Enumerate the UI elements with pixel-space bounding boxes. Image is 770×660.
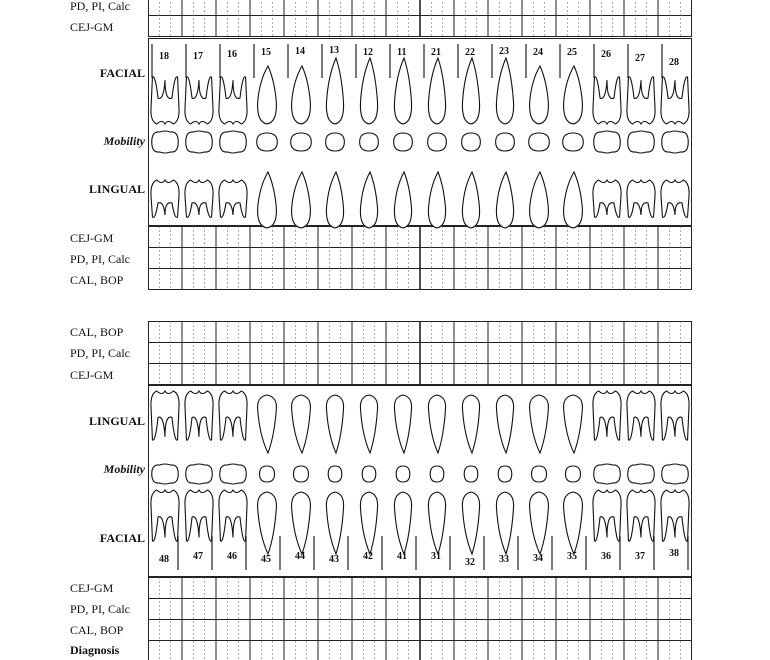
lower-tooth-number-38: 38 — [669, 548, 679, 559]
upper-tooth-number-15: 15 — [261, 47, 271, 58]
lower-tooth-34-lingual — [530, 395, 549, 453]
lower-tooth-number-48: 48 — [159, 554, 169, 565]
lower-row-label-cejgm: CEJ-GM — [70, 368, 114, 382]
lower-tooth-number-35: 35 — [567, 551, 577, 562]
upper-tooth-24-occlusal — [529, 133, 550, 151]
upper-tooth-number-27: 27 — [635, 53, 645, 64]
lower-tooth-number-31: 31 — [431, 551, 441, 562]
upper-tooth-number-25: 25 — [567, 47, 577, 58]
upper-tooth-22-occlusal — [462, 133, 481, 151]
lower-tooth-33-lingual — [496, 395, 513, 453]
upper-tooth-15-occlusal — [257, 133, 278, 151]
lower-row-label-pd-bottom: PD, PI, Calc — [70, 602, 130, 616]
lower-tooth-41-lingual — [394, 395, 411, 453]
upper-tooth-25-occlusal — [563, 133, 584, 151]
lower-tooth-42-lingual — [360, 395, 377, 453]
lower-tooth-46-occlusal — [220, 464, 246, 484]
upper-facial-label: FACIAL — [99, 66, 145, 80]
lower-tooth-48-occlusal — [152, 464, 178, 484]
lower-tooth-46-lingual — [219, 391, 247, 440]
upper-row-label-cejgm: CEJ-GM — [70, 20, 114, 34]
upper-tooth-15-lingual — [258, 172, 277, 228]
upper-tooth-number-13: 13 — [329, 45, 339, 56]
lower-tooth-41-facial — [394, 492, 411, 554]
lower-tooth-number-43: 43 — [329, 554, 339, 565]
lower-tooth-number-34: 34 — [533, 553, 543, 564]
lower-tooth-32-facial — [462, 492, 479, 554]
lower-tooth-47-occlusal — [186, 464, 212, 484]
upper-tooth-23-occlusal — [496, 133, 515, 151]
upper-row-label-pd: PD, PI, Calc — [70, 0, 130, 13]
upper-tooth-23-facial — [496, 58, 513, 124]
lower-tooth-32-lingual — [462, 395, 479, 453]
lower-tooth-33-occlusal — [498, 466, 512, 482]
lower-tooth-48-facial — [151, 490, 179, 541]
upper-tooth-number-16: 16 — [227, 49, 237, 60]
diagnosis-label: Diagnosis — [70, 643, 120, 657]
upper-tooth-14-lingual — [292, 172, 311, 228]
upper-tooth-11-occlusal — [394, 133, 413, 151]
upper-tooth-28-occlusal — [662, 131, 688, 153]
upper-tooth-28-facial — [661, 77, 689, 124]
lower-lingual-label: LINGUAL — [88, 414, 145, 428]
lower-tooth-36-occlusal — [594, 464, 620, 484]
upper-lingual-label: LINGUAL — [88, 182, 145, 196]
upper-tooth-14-occlusal — [291, 133, 312, 151]
lower-row-label-cejgm-bottom: CEJ-GM — [70, 581, 114, 595]
upper-tooth-27-facial — [627, 77, 655, 124]
upper-tooth-17-lingual — [185, 180, 213, 217]
upper-tooth-18-lingual — [151, 180, 179, 217]
lower-tooth-35-occlusal — [566, 466, 581, 482]
lower-tooth-36-lingual — [593, 391, 621, 440]
lower-tooth-31-facial — [428, 492, 445, 554]
upper-tooth-14-facial — [292, 66, 311, 124]
upper-tooth-21-occlusal — [428, 133, 447, 151]
upper-tooth-12-lingual — [360, 172, 377, 228]
upper-tooth-23-lingual — [496, 172, 513, 228]
lower-tooth-34-occlusal — [532, 466, 547, 482]
upper-tooth-24-lingual — [530, 172, 549, 228]
upper-tooth-number-22: 22 — [465, 47, 475, 58]
lower-tooth-43-lingual — [326, 395, 343, 453]
lower-tooth-38-facial — [661, 490, 689, 541]
lower-tooth-45-lingual — [258, 395, 277, 453]
upper-tooth-26-facial — [593, 77, 621, 124]
lower-tooth-35-facial — [564, 492, 583, 554]
upper-tooth-26-occlusal — [594, 131, 620, 153]
lower-tooth-number-32: 32 — [465, 557, 475, 568]
lower-tooth-37-occlusal — [628, 464, 654, 484]
upper-tooth-27-occlusal — [628, 131, 654, 153]
upper-tooth-18-facial — [151, 77, 179, 124]
lower-tooth-47-facial — [185, 490, 213, 541]
upper-tooth-22-facial — [462, 58, 479, 124]
upper-tooth-16-lingual — [219, 180, 247, 217]
lower-tooth-42-facial — [360, 492, 377, 554]
lower-tooth-46-facial — [219, 490, 247, 541]
upper-tooth-17-occlusal — [186, 131, 212, 153]
lower-tooth-38-occlusal — [662, 464, 688, 484]
lower-tooth-41-occlusal — [396, 466, 410, 482]
upper-tooth-number-21: 21 — [431, 47, 441, 58]
lower-tooth-number-45: 45 — [261, 554, 271, 565]
upper-tooth-number-18: 18 — [159, 51, 169, 62]
lower-tooth-31-lingual — [428, 395, 445, 453]
lower-tooth-36-facial — [593, 490, 621, 541]
upper-tooth-number-23: 23 — [499, 46, 509, 57]
lower-tooth-number-42: 42 — [363, 551, 373, 562]
lower-tooth-48-lingual — [151, 391, 179, 440]
upper-tooth-11-facial — [394, 58, 411, 124]
lower-tooth-47-lingual — [185, 391, 213, 440]
lower-row-label-pd: PD, PI, Calc — [70, 346, 130, 360]
upper-tooth-28-lingual — [661, 180, 689, 217]
lower-tooth-number-46: 46 — [227, 551, 237, 562]
upper-row-label-pd-bottom: PD, PI, Calc — [70, 252, 130, 266]
lower-tooth-35-lingual — [564, 395, 583, 453]
lower-tooth-number-44: 44 — [295, 551, 305, 562]
upper-tooth-number-24: 24 — [533, 47, 543, 58]
upper-tooth-13-lingual — [326, 172, 343, 228]
lower-tooth-32-occlusal — [464, 466, 478, 482]
lower-row-label-cal: CAL, BOP — [70, 325, 124, 339]
upper-tooth-number-17: 17 — [193, 51, 203, 62]
lower-tooth-number-36: 36 — [601, 551, 611, 562]
upper-tooth-11-lingual — [394, 172, 411, 228]
lower-tooth-31-occlusal — [430, 466, 444, 482]
upper-tooth-25-facial — [564, 66, 583, 124]
upper-mobility-label: Mobility — [103, 134, 145, 148]
lower-tooth-37-facial — [627, 490, 655, 541]
lower-tooth-number-37: 37 — [635, 551, 645, 562]
upper-tooth-27-lingual — [627, 180, 655, 217]
upper-tooth-25-lingual — [564, 172, 583, 228]
lower-mobility-label: Mobility — [103, 462, 145, 476]
upper-tooth-number-26: 26 — [601, 49, 611, 60]
lower-tooth-33-facial — [496, 492, 513, 554]
lower-facial-label: FACIAL — [99, 531, 145, 545]
lower-tooth-number-41: 41 — [397, 551, 407, 562]
upper-tooth-13-facial — [326, 58, 343, 124]
upper-tooth-17-facial — [185, 77, 213, 124]
lower-tooth-38-lingual — [661, 391, 689, 440]
upper-tooth-number-11: 11 — [397, 47, 407, 58]
lower-tooth-42-occlusal — [362, 466, 376, 482]
lower-tooth-number-33: 33 — [499, 554, 509, 565]
upper-tooth-16-occlusal — [220, 131, 246, 153]
lower-tooth-45-occlusal — [260, 466, 275, 482]
upper-tooth-16-facial — [219, 77, 247, 124]
lower-tooth-45-facial — [258, 492, 277, 554]
upper-tooth-15-facial — [258, 66, 277, 124]
upper-tooth-number-12: 12 — [363, 47, 373, 58]
lower-tooth-number-47: 47 — [193, 551, 203, 562]
lower-tooth-34-facial — [530, 492, 549, 554]
upper-tooth-18-occlusal — [152, 131, 178, 153]
lower-tooth-43-facial — [326, 492, 343, 554]
upper-tooth-21-lingual — [428, 172, 445, 228]
upper-row-label-cejgm-bottom: CEJ-GM — [70, 231, 114, 245]
upper-tooth-12-facial — [360, 58, 377, 124]
upper-tooth-number-14: 14 — [295, 46, 305, 57]
upper-tooth-number-28: 28 — [669, 57, 679, 68]
lower-tooth-44-facial — [292, 492, 311, 554]
lower-row-label-cal-bottom: CAL, BOP — [70, 623, 124, 637]
upper-tooth-21-facial — [428, 58, 445, 124]
upper-tooth-24-facial — [530, 66, 549, 124]
lower-tooth-44-occlusal — [294, 466, 309, 482]
lower-tooth-43-occlusal — [328, 466, 342, 482]
lower-tooth-44-lingual — [292, 395, 311, 453]
upper-tooth-12-occlusal — [360, 133, 379, 151]
lower-tooth-37-lingual — [627, 391, 655, 440]
upper-row-label-cal-bottom: CAL, BOP — [70, 273, 124, 287]
upper-tooth-13-occlusal — [326, 133, 345, 151]
upper-tooth-26-lingual — [593, 180, 621, 217]
upper-tooth-22-lingual — [462, 172, 479, 228]
